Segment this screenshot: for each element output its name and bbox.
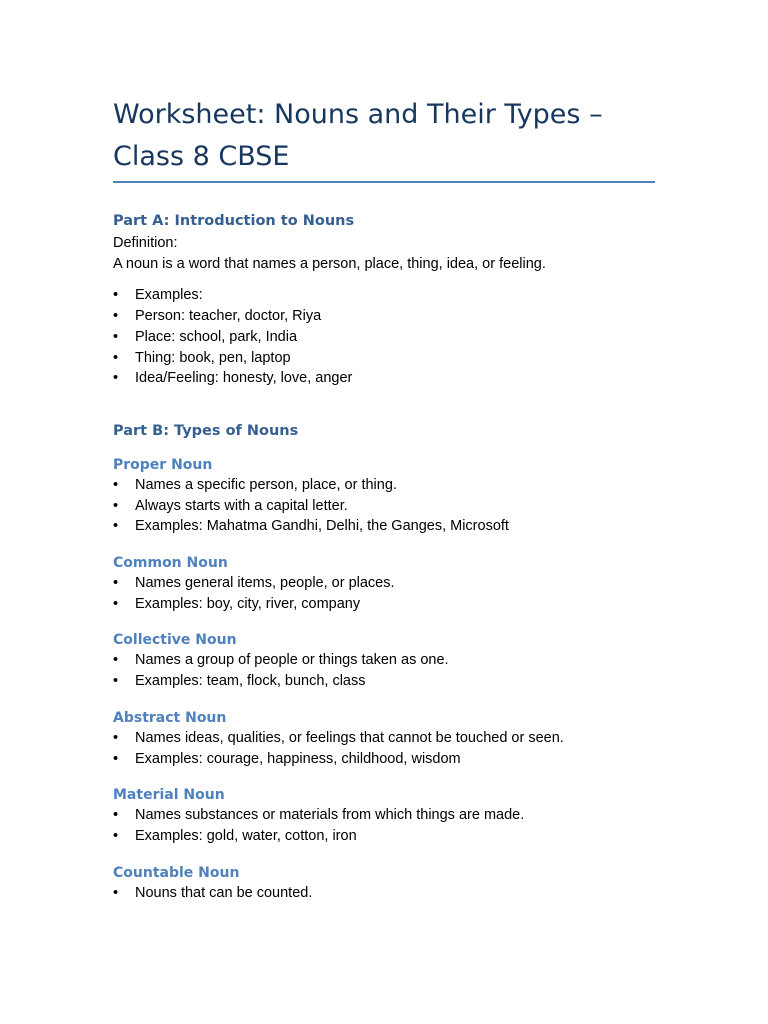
noun-type-proper xyxy=(113,457,655,537)
noun-type-heading: Proper Noun xyxy=(113,456,213,473)
noun-type-list xyxy=(113,475,655,537)
noun-type-heading: Material Noun xyxy=(113,787,225,804)
bullet-icon: • xyxy=(113,652,119,669)
noun-type-collective xyxy=(113,632,655,691)
list-item: • Names general items, people, or places. xyxy=(113,573,655,594)
noun-type-list xyxy=(113,728,655,769)
list-item: • Examples: courage, happiness, childhood, wisdom xyxy=(113,749,655,770)
noun-type-common xyxy=(113,555,655,614)
list-item: • Names substances or materials from which things are made. xyxy=(113,805,655,826)
bullet-icon: • xyxy=(113,595,119,612)
noun-type-list xyxy=(113,883,655,904)
bullet-icon: • xyxy=(113,308,119,325)
noun-type-heading: Countable Noun xyxy=(113,864,240,881)
bullet-icon: • xyxy=(113,884,119,901)
bullet-icon: • xyxy=(113,807,119,824)
bullet-icon: • xyxy=(113,328,119,345)
definition-text: A noun is a word that names a person, place, thing, idea, or feeling. xyxy=(113,255,546,272)
list-item: • Examples: team, flock, bunch, class xyxy=(113,671,655,692)
definition-block xyxy=(113,233,655,274)
list-item: • Examples: xyxy=(113,285,655,306)
noun-type-heading: Abstract Noun xyxy=(113,709,227,726)
noun-type-list xyxy=(113,650,655,691)
page-title xyxy=(113,94,655,178)
list-item: • Examples: boy, city, river, company xyxy=(113,594,655,615)
list-item: • Person: teacher, doctor, Riya xyxy=(113,306,655,327)
bullet-icon: • xyxy=(113,497,119,514)
noun-type-list xyxy=(113,805,655,846)
definition-label: Definition: xyxy=(113,235,178,251)
bullet-icon: • xyxy=(113,575,119,592)
list-item: • Names a specific person, place, or thing. xyxy=(113,475,655,496)
noun-type-countable xyxy=(113,865,655,904)
list-item: • Place: school, park, India xyxy=(113,327,655,348)
list-item: • Names a group of people or things taken as one. xyxy=(113,650,655,671)
list-item: • Examples: Mahatma Gandhi, Delhi, the Ganges, Microsoft xyxy=(113,516,655,537)
noun-type-abstract xyxy=(113,710,655,769)
bullet-icon: • xyxy=(113,729,119,746)
bullet-icon: • xyxy=(113,349,119,366)
part-a-heading: Part A: Introduction to Nouns xyxy=(113,213,355,229)
list-item: • Names ideas, qualities, or feelings that cannot be touched or seen. xyxy=(113,728,655,749)
bullet-icon: • xyxy=(113,827,119,844)
list-item: • Thing: book, pen, laptop xyxy=(113,348,655,369)
noun-type-list xyxy=(113,573,655,614)
list-item: • Idea/Feeling: honesty, love, anger xyxy=(113,368,655,389)
bullet-icon: • xyxy=(113,750,119,767)
list-item: • Nouns that can be counted. xyxy=(113,883,655,904)
page-title-line-2: Class 8 CBSE xyxy=(113,141,290,172)
part-a-examples-list xyxy=(113,285,655,389)
list-item: • Always starts with a capital letter. xyxy=(113,496,655,517)
bullet-icon: • xyxy=(113,518,119,535)
bullet-icon: • xyxy=(113,476,119,493)
noun-type-heading: Common Noun xyxy=(113,555,228,572)
bullet-icon: • xyxy=(113,673,119,690)
document-page xyxy=(113,94,655,903)
noun-type-heading: Collective Noun xyxy=(113,632,237,649)
page-title-line-1: Worksheet: Nouns and Their Types – xyxy=(113,99,603,130)
bullet-icon: • xyxy=(113,370,119,387)
part-b-heading: Part B: Types of Nouns xyxy=(113,422,299,439)
noun-type-material xyxy=(113,787,655,846)
list-item: • Examples: gold, water, cotton, iron xyxy=(113,826,655,847)
title-underline xyxy=(113,181,655,183)
bullet-icon: • xyxy=(113,287,119,304)
